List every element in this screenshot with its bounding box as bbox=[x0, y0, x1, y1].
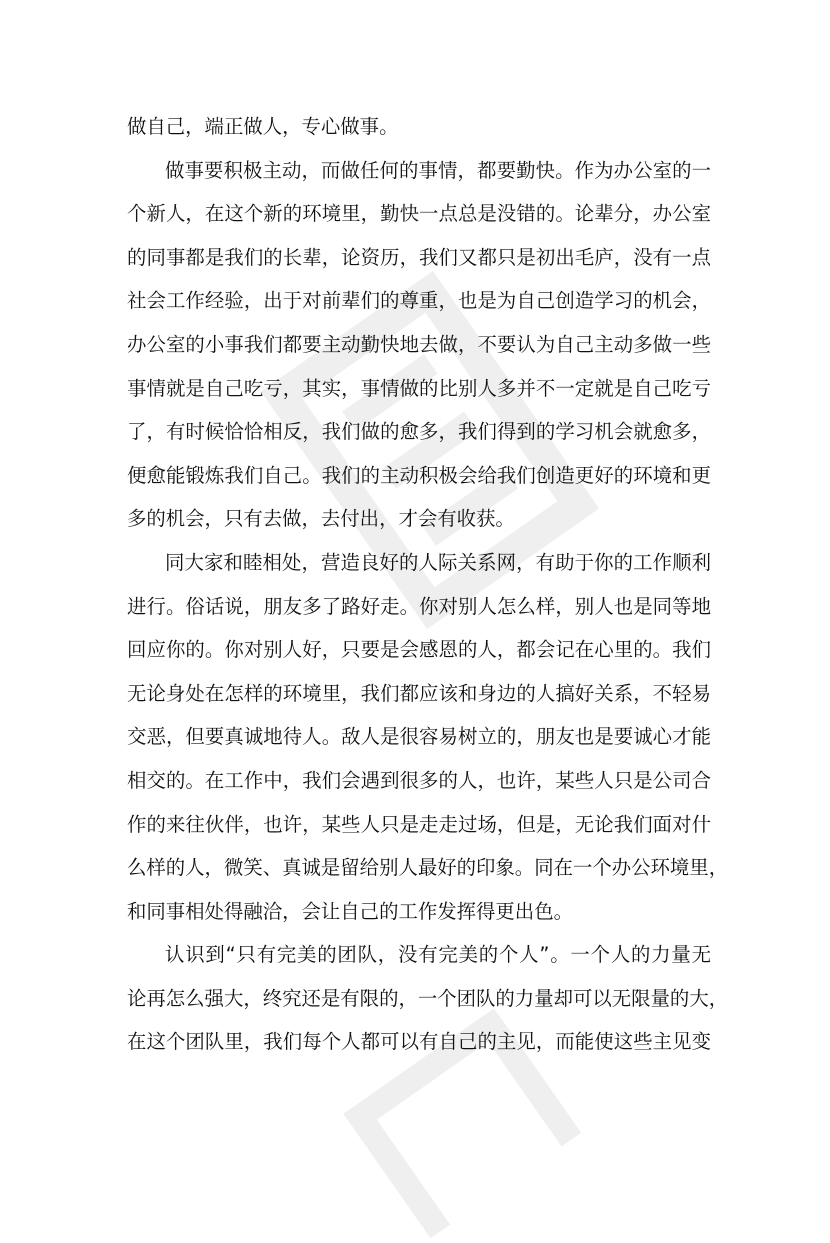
text-line: 论再怎么强大，终究还是有限的，一个团队的力量却可以无限量的大， bbox=[127, 986, 729, 1010]
text-line: 交恶，但要真诚地待人。敌人是很容易树立的，朋友也是要诚心才能 bbox=[127, 725, 711, 749]
text-line: 回应你的。你对别人好，只要是会感恩的人，都会记在心里的。我们 bbox=[127, 638, 711, 662]
text-line: 个新人，在这个新的环境里，勤快一点总是没错的。论辈分，办公室 bbox=[127, 202, 711, 226]
text-line: 做自己，端正做人，专心做事。 bbox=[127, 115, 399, 138]
text-line: 么样的人，微笑、真诚是留给别人最好的印象。同在一个办公环境里， bbox=[127, 856, 729, 880]
document-body bbox=[127, 105, 729, 1064]
text-line: 社会工作经验，出于对前辈们的尊重，也是为自己创造学习的机会， bbox=[127, 289, 711, 313]
text-line: 作的来往伙伴，也许，某些人只是走走过场，但是，无论我们面对什 bbox=[127, 812, 711, 836]
text-line: 在这个团队里，我们每个人都可以有自己的主见，而能使这些主见变 bbox=[127, 1030, 711, 1054]
text-line: 和同事相处得融洽，会让自己的工作发挥得更出色。 bbox=[127, 899, 573, 923]
paragraph bbox=[127, 149, 711, 541]
text-line: 办公室的小事我们都要主动勤快地去做，不要认为自己主动多做一些 bbox=[127, 332, 711, 356]
text-line: 的同事都是我们的长辈，论资历，我们又都只是初出毛庐，没有一点 bbox=[127, 245, 711, 269]
text-line: 同大家和睦相处，营造良好的人际关系网，有助于你的工作顺利 bbox=[165, 550, 711, 574]
text-line: 事情就是自己吃亏，其实，事情做的比别人多并不一定就是自己吃亏 bbox=[127, 376, 711, 400]
paragraph bbox=[127, 541, 729, 933]
paragraph bbox=[127, 933, 729, 1064]
text-line: 认识到“只有完美的团队，没有完美的个人”。一个人的力量无 bbox=[165, 943, 711, 967]
text-line: 进行。俗话说，朋友多了路好走。你对别人怎么样，别人也是同等地 bbox=[127, 594, 711, 618]
text-line: 便愈能锻炼我们自己。我们的主动积极会给我们创造更好的环境和更 bbox=[127, 463, 711, 487]
text-line: 相交的。在工作中，我们会遇到很多的人，也许，某些人只是公司合 bbox=[127, 768, 711, 792]
text-line: 做事要积极主动，而做任何的事情，都要勤快。作为办公室的一 bbox=[165, 158, 711, 182]
text-line: 无论身处在怎样的环境里，我们都应该和身边的人搞好关系，不轻易 bbox=[127, 681, 711, 705]
text-line: 多的机会，只有去做，去付出，才会有收获。 bbox=[127, 507, 515, 531]
text-line: 了，有时候恰恰相反，我们做的愈多，我们得到的学习机会就愈多， bbox=[127, 420, 711, 444]
paragraph bbox=[127, 105, 711, 149]
